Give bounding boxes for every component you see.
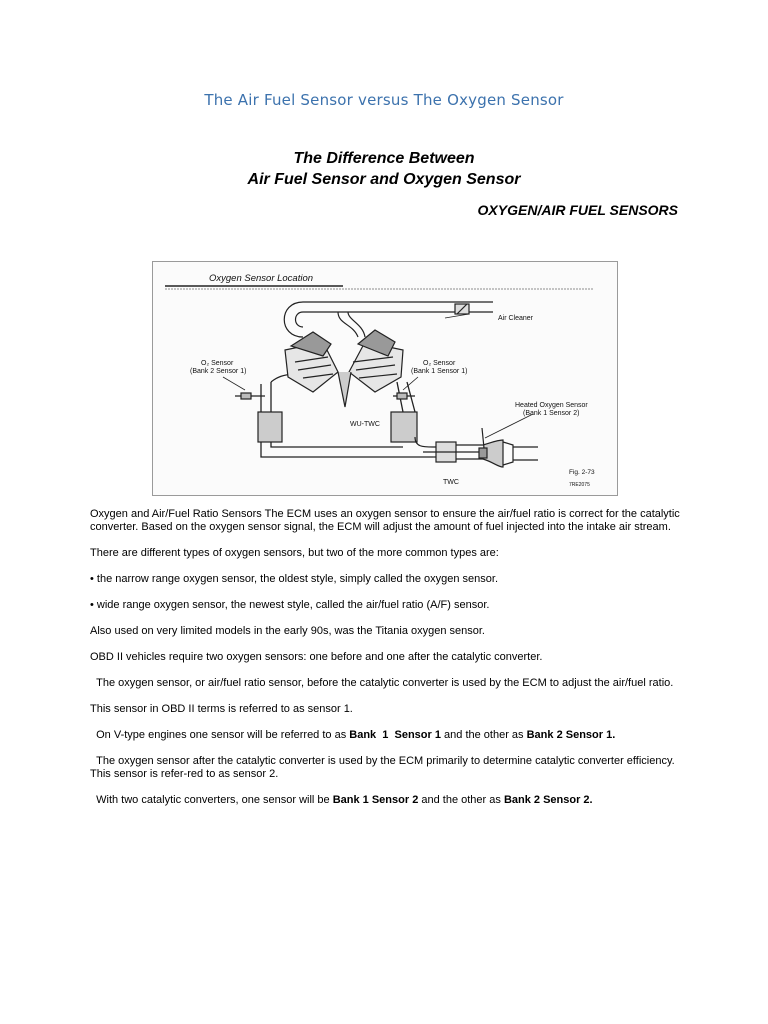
paragraph-v-type bbox=[90, 729, 682, 742]
label-heated-line2: (Bank 1 Sensor 2) bbox=[523, 410, 580, 417]
paragraph-titania: Also used on very limited models in the early 90s, was the Titania oxygen sensor. bbox=[90, 625, 485, 637]
label-heated-line1: Heated Oxygen Sensor bbox=[515, 402, 588, 409]
v-type-bank2: Bank 2 Sensor 1. bbox=[526, 729, 616, 741]
oxygen-sensor-location-figure bbox=[152, 261, 618, 496]
paragraph-two-converters bbox=[90, 794, 682, 807]
two-cat-text-a: With two catalytic converters, one sensor will be bbox=[90, 794, 333, 806]
paragraph-sensor-after: The oxygen sensor after the catalytic converter is used by the ECM primarily to determine catalytic converter efficiency. This sensor is refer-red to as sensor 2. bbox=[90, 755, 678, 780]
label-o2-bank2-line2: (Bank 2 Sensor 1) bbox=[190, 368, 247, 375]
section-heading: OXYGEN/AIR FUEL SENSORS bbox=[477, 202, 678, 218]
body-text bbox=[90, 508, 682, 820]
two-cat-text-c: and the other as bbox=[418, 794, 504, 806]
v-type-text-c: and the other as bbox=[440, 729, 527, 741]
v-type-bank1: Bank 1 Sensor 1 bbox=[349, 729, 441, 741]
v-type-text-a: On V-type engines one sensor will be referred to as bbox=[90, 729, 350, 741]
document-title: The Air Fuel Sensor versus The Oxygen Sensor bbox=[204, 91, 564, 109]
label-fig-code: 7RE2075 bbox=[569, 482, 590, 488]
paragraph-obd2: OBD II vehicles require two oxygen sensors: one before and one after the catalytic converter. bbox=[90, 651, 543, 663]
bullet-wide-range: • wide range oxygen sensor, the newest style, called the air/fuel ratio (A/F) sensor. bbox=[90, 599, 490, 611]
subtitle-line-2: Air Fuel Sensor and Oxygen Sensor bbox=[247, 171, 521, 188]
label-fig-number: Fig. 2-73 bbox=[569, 469, 595, 476]
label-o2-bank1-line1: O₂ Sensor bbox=[423, 360, 456, 367]
label-twc: TWC bbox=[443, 479, 459, 486]
engine-diagram bbox=[153, 262, 617, 495]
paragraph-sensor-1: This sensor in OBD II terms is referred to as sensor 1. bbox=[90, 703, 353, 715]
figure-caption: Oxygen Sensor Location bbox=[209, 273, 314, 284]
two-cat-bank1: Bank 1 Sensor 2 bbox=[332, 794, 419, 806]
label-air-cleaner: Air Cleaner bbox=[498, 315, 534, 322]
label-o2-bank2-line1: O₂ Sensor bbox=[201, 360, 234, 367]
document-subtitle bbox=[0, 148, 768, 190]
label-o2-bank1-line2: (Bank 1 Sensor 1) bbox=[411, 368, 468, 375]
two-cat-bank2: Bank 2 Sensor 2. bbox=[503, 794, 593, 806]
paragraph-1: Oxygen and Air/Fuel Ratio Sensors The ECM uses an oxygen sensor to ensure the air/fuel ratio is correct for the catalytic converter. Based on the oxygen sensor signal, the ECM will adjust the amount of fuel injected into the intake air stream. bbox=[90, 508, 680, 533]
label-wu-twc: WU-TWC bbox=[350, 421, 380, 428]
paragraph-sensor-before: The oxygen sensor, or air/fuel ratio sensor, before the catalytic converter is used by the ECM to adjust the air/fuel ratio. bbox=[90, 677, 674, 689]
subtitle-line-1: The Difference Between bbox=[293, 150, 475, 167]
bullet-narrow-range: • the narrow range oxygen sensor, the oldest style, simply called the oxygen sensor. bbox=[90, 573, 499, 585]
paragraph-2: There are different types of oxygen sensors, but two of the more common types are: bbox=[90, 547, 499, 559]
